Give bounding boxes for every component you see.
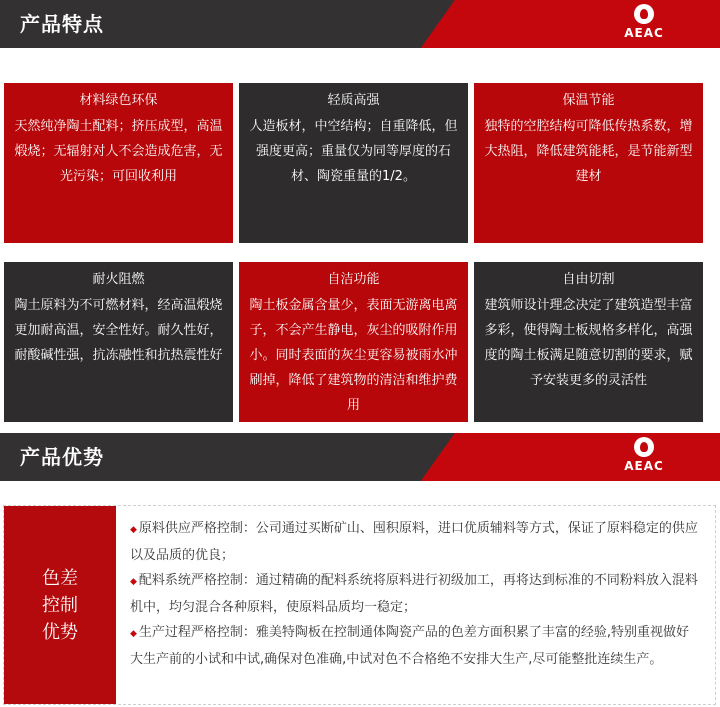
section-banner-features — [0, 0, 720, 48]
feature-title: 耐火阻燃 — [92, 272, 145, 287]
feature-card-self-cleaning — [239, 262, 468, 422]
advantage-list — [130, 516, 700, 672]
feature-text: 建筑师设计理念决定了建筑造型丰富多彩，使得陶土板规格多样化，高强度的陶土板满足随意切割的要求，赋予安装更多的灵活性 — [484, 298, 693, 388]
feature-title: 轻质高强 — [327, 93, 380, 108]
section-banner-advantages — [0, 433, 720, 481]
advantage-label: 色差 控制 优势 — [4, 506, 116, 704]
logo-text: AEAC — [624, 459, 664, 473]
brand-logo — [622, 437, 666, 477]
feature-text: 天然纯净陶土配料；挤压成型，高温煅烧；无辐射对人不会造成危害，无光污染；可回收利用 — [14, 119, 223, 184]
advantage-item: ◆ 原料供应严格控制：公司通过买断矿山、囤积原料，进口优质辅料等方式，保证了原料稳定的供应以及品质的优良； — [130, 521, 698, 563]
logo-icon — [634, 437, 654, 457]
advantage-panel — [3, 505, 716, 705]
feature-text: 陶土原料为不可燃材料，经高温煅烧更加耐高温，安全性好。耐久性好，耐酸碱性强，抗冻融性和抗热震性好 — [14, 298, 223, 363]
feature-card-eco — [4, 83, 233, 243]
feature-title: 自由切割 — [562, 272, 615, 287]
advantage-item: ◆ 配料系统严格控制：通过精确的配料系统将原料进行初级加工，再将达到标准的不同粉料放入混料机中，均匀混合各种原料，使原料品质均一稳定； — [130, 573, 698, 615]
brand-logo — [622, 4, 666, 44]
feature-card-insulation — [474, 83, 703, 243]
section-title: 产品优势 — [20, 445, 104, 469]
advantage-item: ◆ 生产过程严格控制：雅美特陶板在控制通体陶瓷产品的色差方面积累了丰富的经验,特别重视做好大生产前的小试和中试,确保对色准确,中试对色不合格绝不安排大生产,尽可能整批连续生产。 — [130, 625, 690, 667]
logo-text: AEAC — [624, 26, 664, 40]
feature-text: 陶土板金属含量少，表面无游离电离子，不会产生静电，灰尘的吸附作用小。同时表面的灰尘更容易被雨水冲刷掉，降低了建筑物的清洁和维护费用 — [249, 298, 458, 413]
diamond-bullet-icon: ◆ — [130, 629, 137, 639]
feature-text: 人造板材，中空结构；自重降低，但强度更高；重量仅为同等厚度的石材、陶瓷重量的1/2。 — [249, 119, 458, 184]
feature-title: 保温节能 — [562, 93, 615, 108]
diamond-bullet-icon: ◆ — [130, 525, 137, 535]
feature-card-cutting — [474, 262, 703, 422]
feature-text: 独特的空腔结构可降低传热系数，增大热阻，降低建筑能耗，是节能新型建材 — [484, 119, 693, 184]
feature-card-lightweight — [239, 83, 468, 243]
feature-title: 材料绿色环保 — [79, 93, 158, 108]
feature-card-fireproof — [4, 262, 233, 422]
logo-icon — [634, 4, 654, 24]
diamond-bullet-icon: ◆ — [130, 577, 137, 587]
feature-title: 自洁功能 — [327, 272, 380, 287]
section-title: 产品特点 — [20, 12, 104, 36]
